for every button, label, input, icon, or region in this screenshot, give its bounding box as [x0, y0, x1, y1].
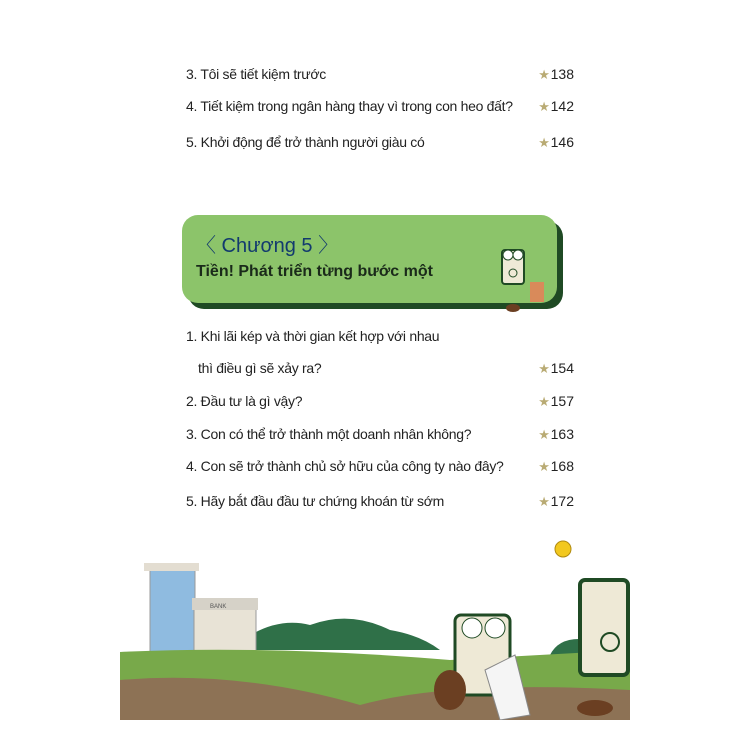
toc-item: 5. Khởi động để trở thành người giàu có — [186, 134, 425, 150]
chapter-title: Tiền! Phát triển từng bước một — [196, 263, 433, 280]
toc-row — [198, 360, 574, 377]
chapter-label: 〈 Chương 5 〉 — [196, 235, 339, 257]
page-number: 172 — [550, 493, 574, 509]
bushes — [230, 619, 440, 650]
toc-row — [186, 66, 574, 83]
page-number: 138 — [550, 66, 574, 82]
toc-row — [186, 493, 574, 510]
page-number: 142 — [550, 98, 574, 114]
toc-row — [186, 134, 574, 151]
toc-item: 5. Hãy bắt đầu đầu tư chứng khoán từ sớm — [186, 493, 444, 509]
page-number: 146 — [550, 134, 574, 150]
money-character-icon — [477, 240, 557, 320]
page-number: 168 — [550, 458, 574, 474]
star-icon: ★ — [538, 394, 550, 409]
office-building-icon — [144, 563, 199, 654]
bank-building-icon — [192, 598, 258, 654]
toc-item: 3. Tôi sẽ tiết kiệm trước — [186, 66, 326, 82]
star-icon: ★ — [538, 494, 550, 509]
star-icon: ★ — [538, 459, 550, 474]
page-number: 163 — [550, 426, 574, 442]
page-number: 157 — [550, 393, 574, 409]
toc-item: 3. Con có thể trở thành một doanh nhân không? — [186, 426, 472, 442]
toc-row — [186, 426, 574, 443]
page-number: 154 — [550, 360, 574, 376]
toc-item-continued: thì điều gì sẽ xảy ra? — [198, 360, 322, 376]
star-icon: ★ — [538, 361, 550, 376]
chapter-banner — [182, 215, 557, 303]
toc-item: 4. Tiết kiệm trong ngân hàng thay vì trong con heo đất? — [186, 98, 513, 114]
star-icon: ★ — [538, 99, 550, 114]
toc-item: 2. Đầu tư là gì vậy? — [186, 393, 303, 409]
landscape-illustration — [120, 530, 630, 720]
star-icon: ★ — [538, 135, 550, 150]
toc-row — [186, 98, 574, 115]
toc-item: 4. Con sẽ trở thành chủ sở hữu của công ty nào đây? — [186, 458, 504, 474]
toc-row — [186, 458, 574, 475]
star-icon: ★ — [538, 67, 550, 82]
toc-item: 1. Khi lãi kép và thời gian kết hợp với nhau — [186, 328, 440, 344]
toc-row — [186, 393, 574, 410]
bank-sign: BANK — [210, 604, 227, 610]
star-icon: ★ — [538, 427, 550, 442]
